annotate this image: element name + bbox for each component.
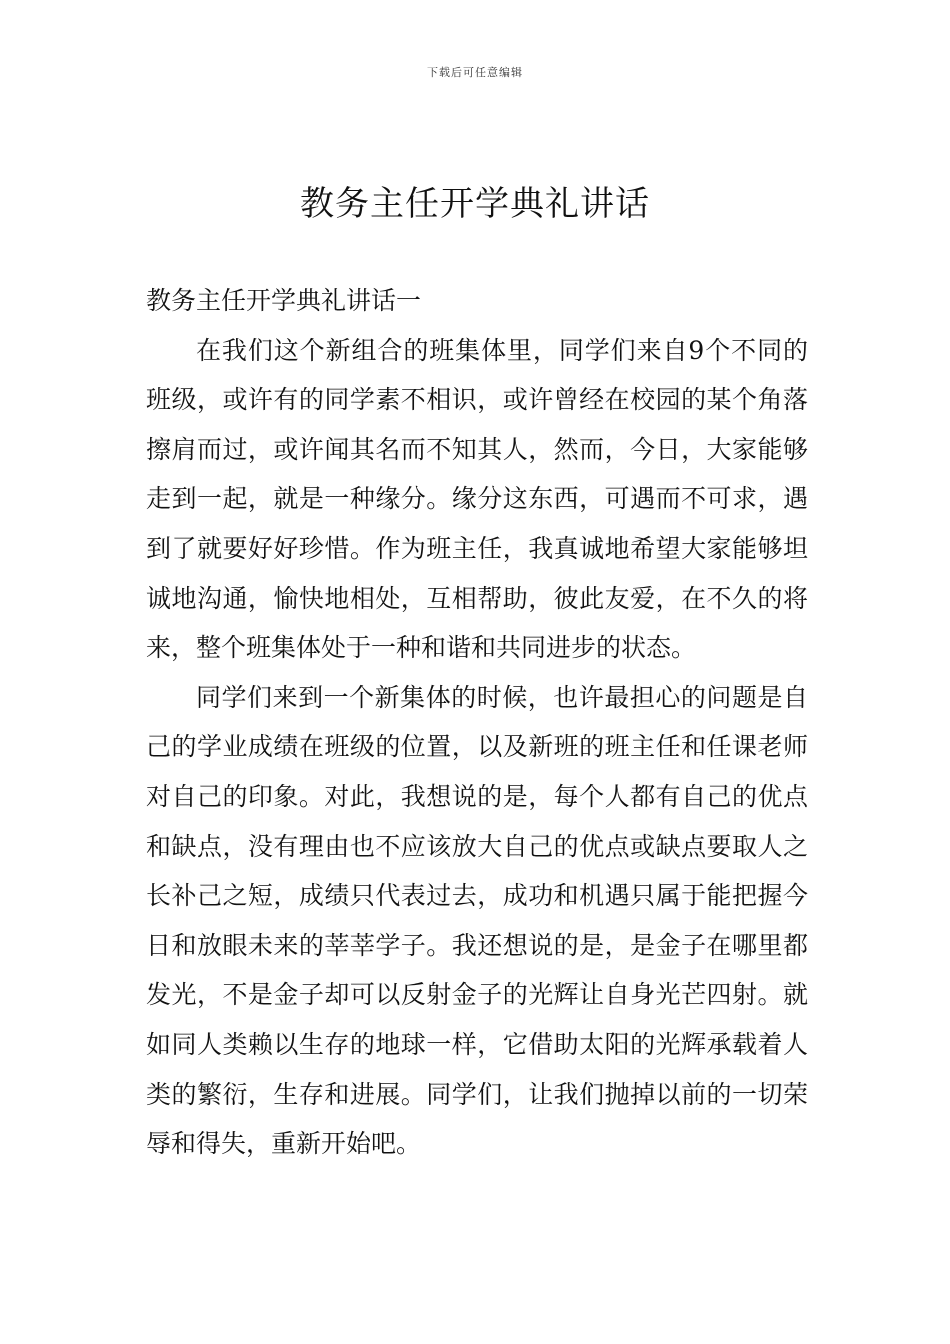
document-title: 教务主任开学典礼讲话 bbox=[300, 184, 650, 224]
paragraph-2: 同学们来到一个新集体的时候，也许最担心的问题是自己的学业成绩在班级的位置，以及新班的班主任和任课老师对自己的印象。对此，我想说的是，每个人都有自己的优点和缺点，没有理由也不应该放大自己的优点或缺点要取人之长补己之短，成绩只代表过去，成功和机遇只属于能把握今日和放眼未来的莘莘学子。我还想说的是，是金子在哪里都发光，不是金子却可以反射金子的光辉让自身光芒四射。就如同人类赖以生存的地球一样，它借助太阳的光辉承载着人类的繁衍，生存和进展。同学们，让我们抛掉以前的一切荣辱和得失，重新开始吧。 bbox=[146, 682, 808, 1159]
section-heading: 教务主任开学典礼讲话一 bbox=[146, 286, 422, 315]
header-note: 下载后可任意编辑 bbox=[427, 66, 523, 79]
document-body bbox=[146, 276, 808, 1169]
paragraph-1: 在我们这个新组合的班集体里，同学们来自9个不同的班级，或许有的同学素不相识，或许曾经在校园的某个角落擦肩而过，或许闻其名而不知其人，然而，今日，大家能够走到一起，就是一种缘分。缘分这东西，可遇而不可求，遇到了就要好好珍惜。作为班主任，我真诚地希望大家能够坦诚地沟通，愉快地相处，互相帮助，彼此友爱，在不久的将来，整个班集体处于一种和谐和共同进步的状态。 bbox=[146, 335, 808, 663]
